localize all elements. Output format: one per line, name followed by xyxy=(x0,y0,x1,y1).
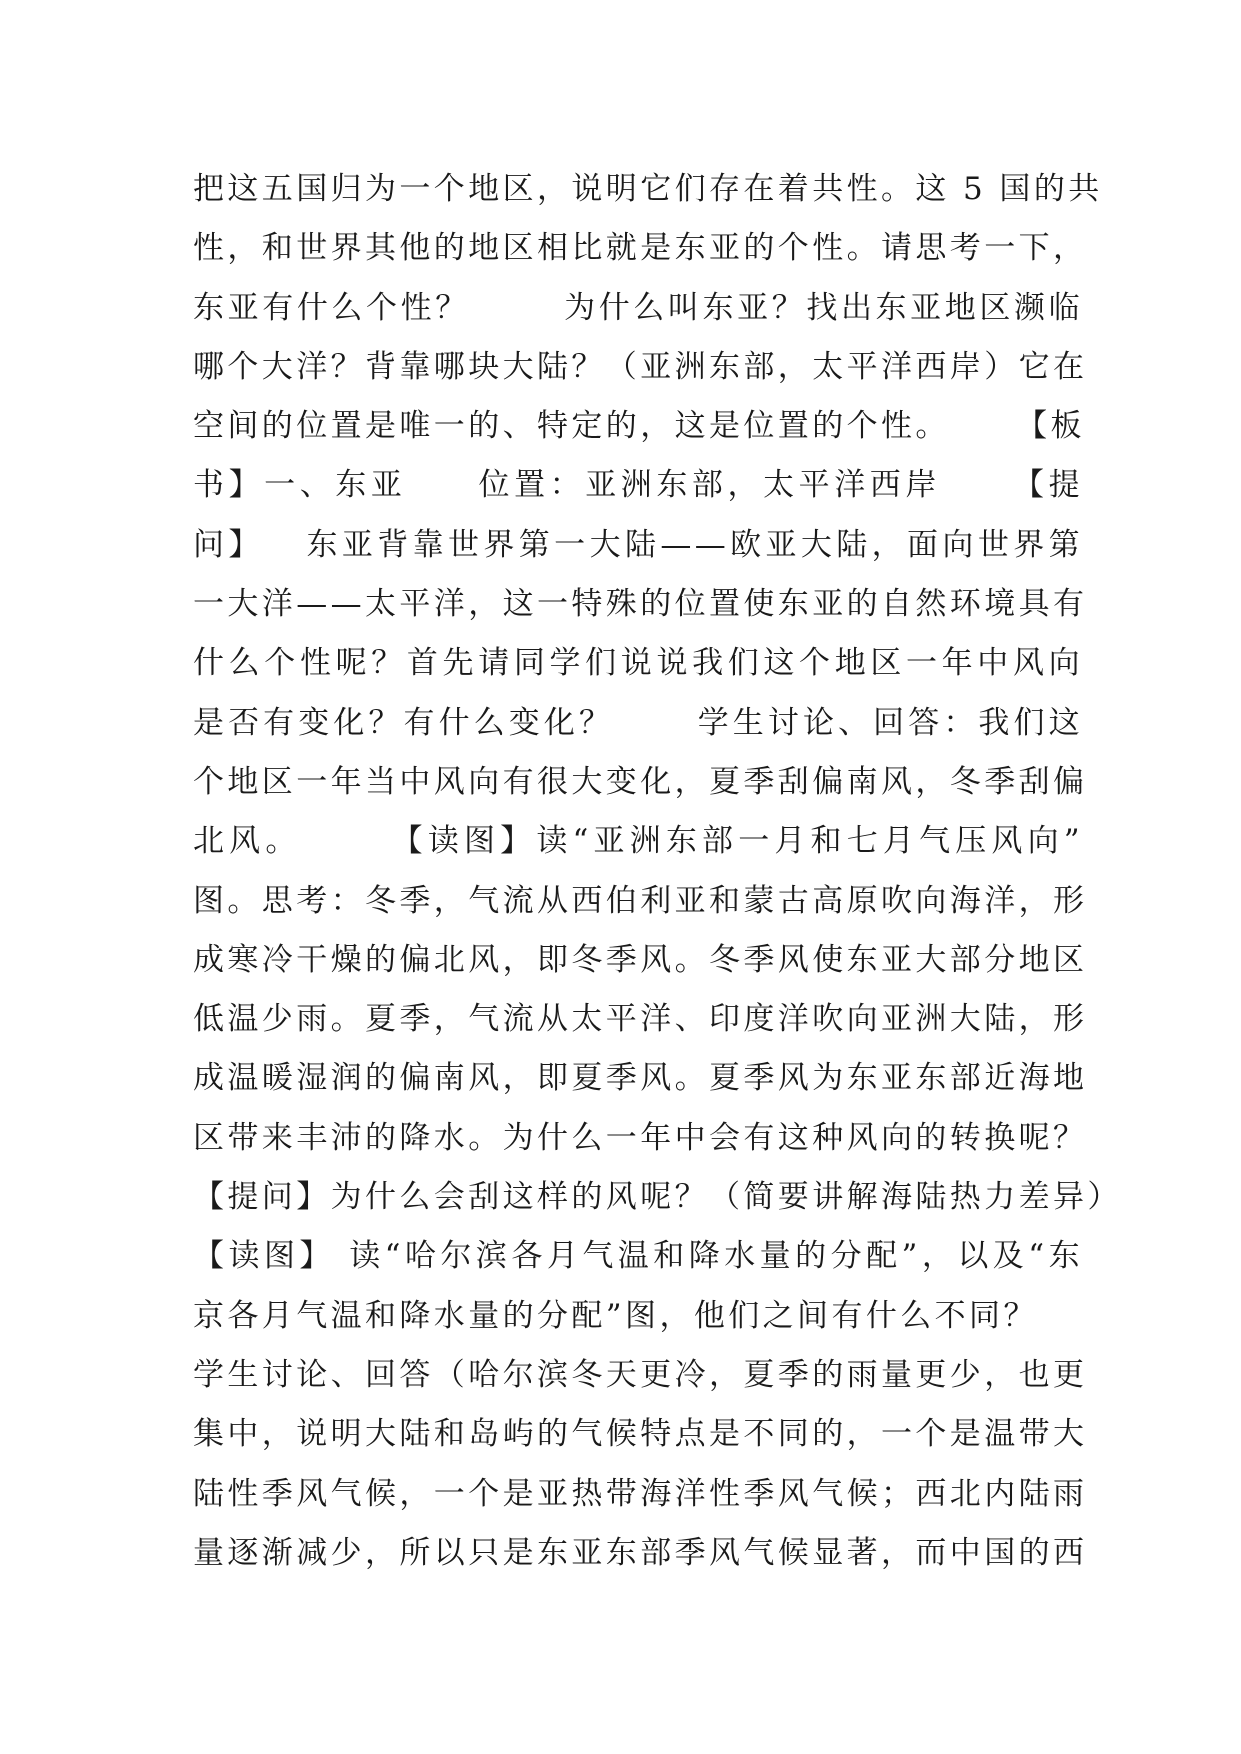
text-line: 集中，说明大陆和岛屿的气候特点是不同的，一个是温带大 xyxy=(193,1416,1088,1453)
text-line: 陆性季风气候，一个是亚热带海洋性季风气候；西北内陆雨 xyxy=(193,1475,1088,1512)
text-line: 性，和世界其他的地区相比就是东亚的个性。请思考一下， xyxy=(193,230,1088,267)
text-line: 什么个性呢？首先请同学们说说我们这个地区一年中风向 xyxy=(193,645,1083,682)
text-line: 区带来丰沛的降水。为什么一年中会有这种风向的转换呢？ xyxy=(193,1119,1088,1156)
text-line: 把这五国归为一个地区，说明它们存在着共性。这 5 国的共 xyxy=(193,171,1103,207)
text-line: 成寒冷干燥的偏北风，即冬季风。冬季风使东亚大部分地区 xyxy=(193,941,1088,978)
text-line: 东亚有什么个性？ 为什么叫东亚？找出东亚地区濒临 xyxy=(193,289,1083,326)
body-text xyxy=(193,160,1122,1583)
text-line: 空间的位置是唯一的、特定的，这是位置的个性。 【板 xyxy=(193,408,1085,445)
text-line: 低温少雨。夏季，气流从太平洋、印度洋吹向亚洲大陆，形 xyxy=(193,1001,1088,1038)
text-line: 问】 东亚背靠世界第一大陆——欧亚大陆，面向世界第 xyxy=(193,526,1083,563)
text-line: 京各月气温和降水量的分配”图，他们之间有什么不同？ xyxy=(193,1297,1038,1334)
text-line: 【读图】 读“哈尔滨各月气温和降水量的分配”，以及“东 xyxy=(193,1238,1083,1275)
text-line: 【提问】为什么会刮这样的风呢？（简要讲解海陆热力差异） xyxy=(193,1179,1122,1216)
text-line: 一大洋——太平洋，这一特殊的位置使东亚的自然环境具有 xyxy=(193,586,1088,623)
text-line: 量逐渐减少，所以只是东亚东部季风气候显著，而中国的西 xyxy=(193,1534,1088,1571)
text-line: 书】一、东亚 位置：亚洲东部，太平洋西岸 【提 xyxy=(193,467,1083,504)
text-line: 北风。 【读图】读“亚洲东部一月和七月气压风向” xyxy=(193,823,1083,860)
text-line: 成温暖湿润的偏南风，即夏季风。夏季风为东亚东部近海地 xyxy=(193,1060,1088,1097)
text-line: 哪个大洋？背靠哪块大陆？（亚洲东部，太平洋西岸）它在 xyxy=(193,348,1088,385)
text-line: 学生讨论、回答（哈尔滨冬天更冷，夏季的雨量更少，也更 xyxy=(193,1356,1088,1393)
text-line: 个地区一年当中风向有很大变化，夏季刮偏南风，冬季刮偏 xyxy=(193,763,1088,800)
text-line: 图。思考：冬季，气流从西伯利亚和蒙古高原吹向海洋，形 xyxy=(193,882,1088,919)
text-line: 是否有变化？有什么变化？ 学生讨论、回答：我们这 xyxy=(193,704,1083,741)
